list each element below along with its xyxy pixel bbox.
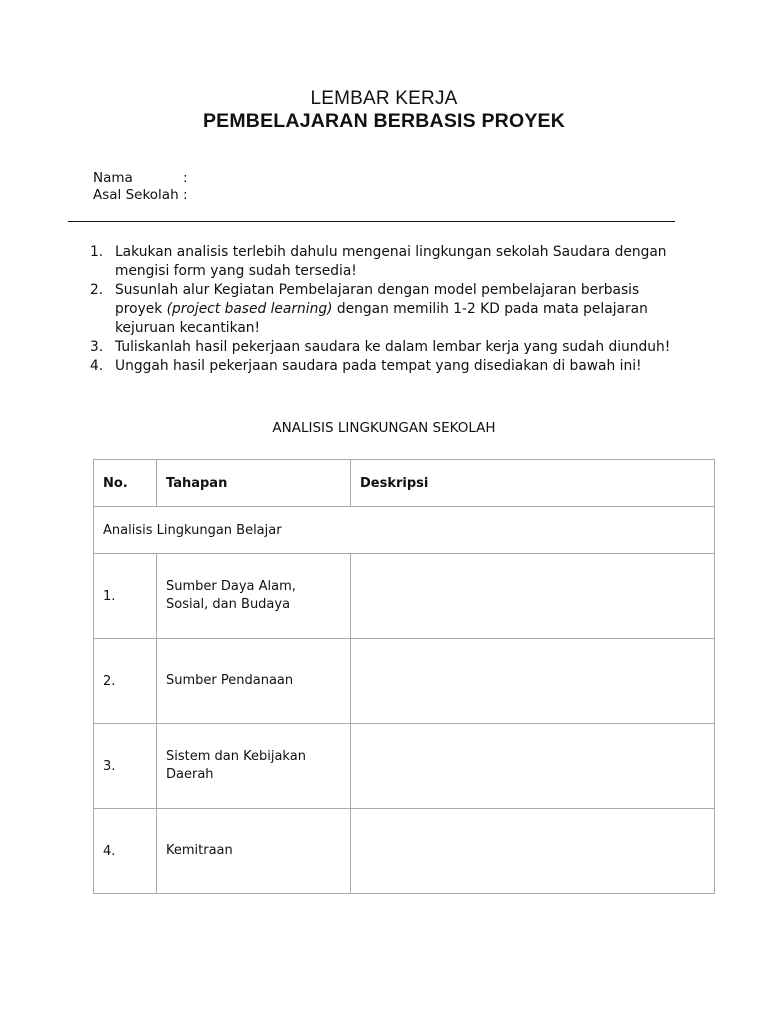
field-colon: : — [183, 187, 188, 203]
column-header-deskripsi: Deskripsi — [351, 460, 715, 507]
instruction-number: 4. — [90, 358, 104, 374]
table-header-row — [94, 460, 715, 507]
row-number: 3. — [94, 724, 157, 809]
instruction-list — [90, 243, 690, 376]
analysis-table — [93, 459, 715, 894]
instruction-text: dengan memilih 1-2 KD pada mata pelajaran kejuruan kecantikan! — [115, 301, 648, 336]
field-asal-sekolah — [93, 187, 188, 203]
table-row — [94, 809, 715, 894]
table-row — [94, 554, 715, 639]
divider-line — [68, 221, 675, 222]
column-header-no: No. — [94, 460, 157, 507]
instruction-item — [90, 338, 690, 357]
row-deskripsi[interactable] — [351, 809, 715, 894]
row-number: 2. — [94, 639, 157, 724]
instruction-italic-text: (project based learning) — [166, 301, 333, 317]
row-tahapan: Sumber Daya Alam, Sosial, dan Budaya — [157, 554, 351, 639]
instruction-item — [90, 243, 690, 281]
table-row — [94, 639, 715, 724]
row-deskripsi[interactable] — [351, 724, 715, 809]
section-title: ANALISIS LINGKUNGAN SEKOLAH — [272, 420, 496, 436]
instruction-text: Unggah hasil pekerjaan saudara pada tempat yang disediakan di bawah ini! — [115, 358, 642, 374]
field-label: Nama — [93, 170, 133, 186]
instruction-number: 3. — [90, 339, 104, 355]
row-number: 1. — [94, 554, 157, 639]
row-tahapan: Kemitraan — [157, 809, 351, 894]
field-colon: : — [183, 170, 188, 186]
row-number: 4. — [94, 809, 157, 894]
instruction-text: Susunlah alur Kegiatan Pembelajaran dengan model pembelajaran berbasis proyek — [115, 282, 640, 317]
instruction-item — [90, 281, 690, 338]
field-nama — [93, 170, 188, 186]
row-deskripsi[interactable] — [351, 639, 715, 724]
worksheet-title: LEMBAR KERJA — [310, 88, 458, 109]
row-tahapan: Sumber Pendanaan — [157, 639, 351, 724]
row-deskripsi[interactable] — [351, 554, 715, 639]
column-header-tahapan: Tahapan — [157, 460, 351, 507]
worksheet-subtitle: PEMBELAJARAN BERBASIS PROYEK — [202, 110, 566, 132]
section-row-label: Analisis Lingkungan Belajar — [94, 507, 715, 554]
row-tahapan: Sistem dan Kebijakan Daerah — [157, 724, 351, 809]
instruction-text: Lakukan analisis terlebih dahulu mengenai lingkungan sekolah Saudara dengan mengisi form yang sudah tersedia! — [115, 244, 667, 279]
table-row — [94, 724, 715, 809]
field-label: Asal Sekolah — [93, 187, 179, 203]
instruction-item — [90, 357, 690, 376]
instruction-text: Tuliskanlah hasil pekerjaan saudara ke dalam lembar kerja yang sudah diunduh! — [115, 339, 671, 355]
instruction-number: 1. — [90, 244, 104, 260]
table-section-row — [94, 507, 715, 554]
instruction-number: 2. — [90, 282, 104, 298]
